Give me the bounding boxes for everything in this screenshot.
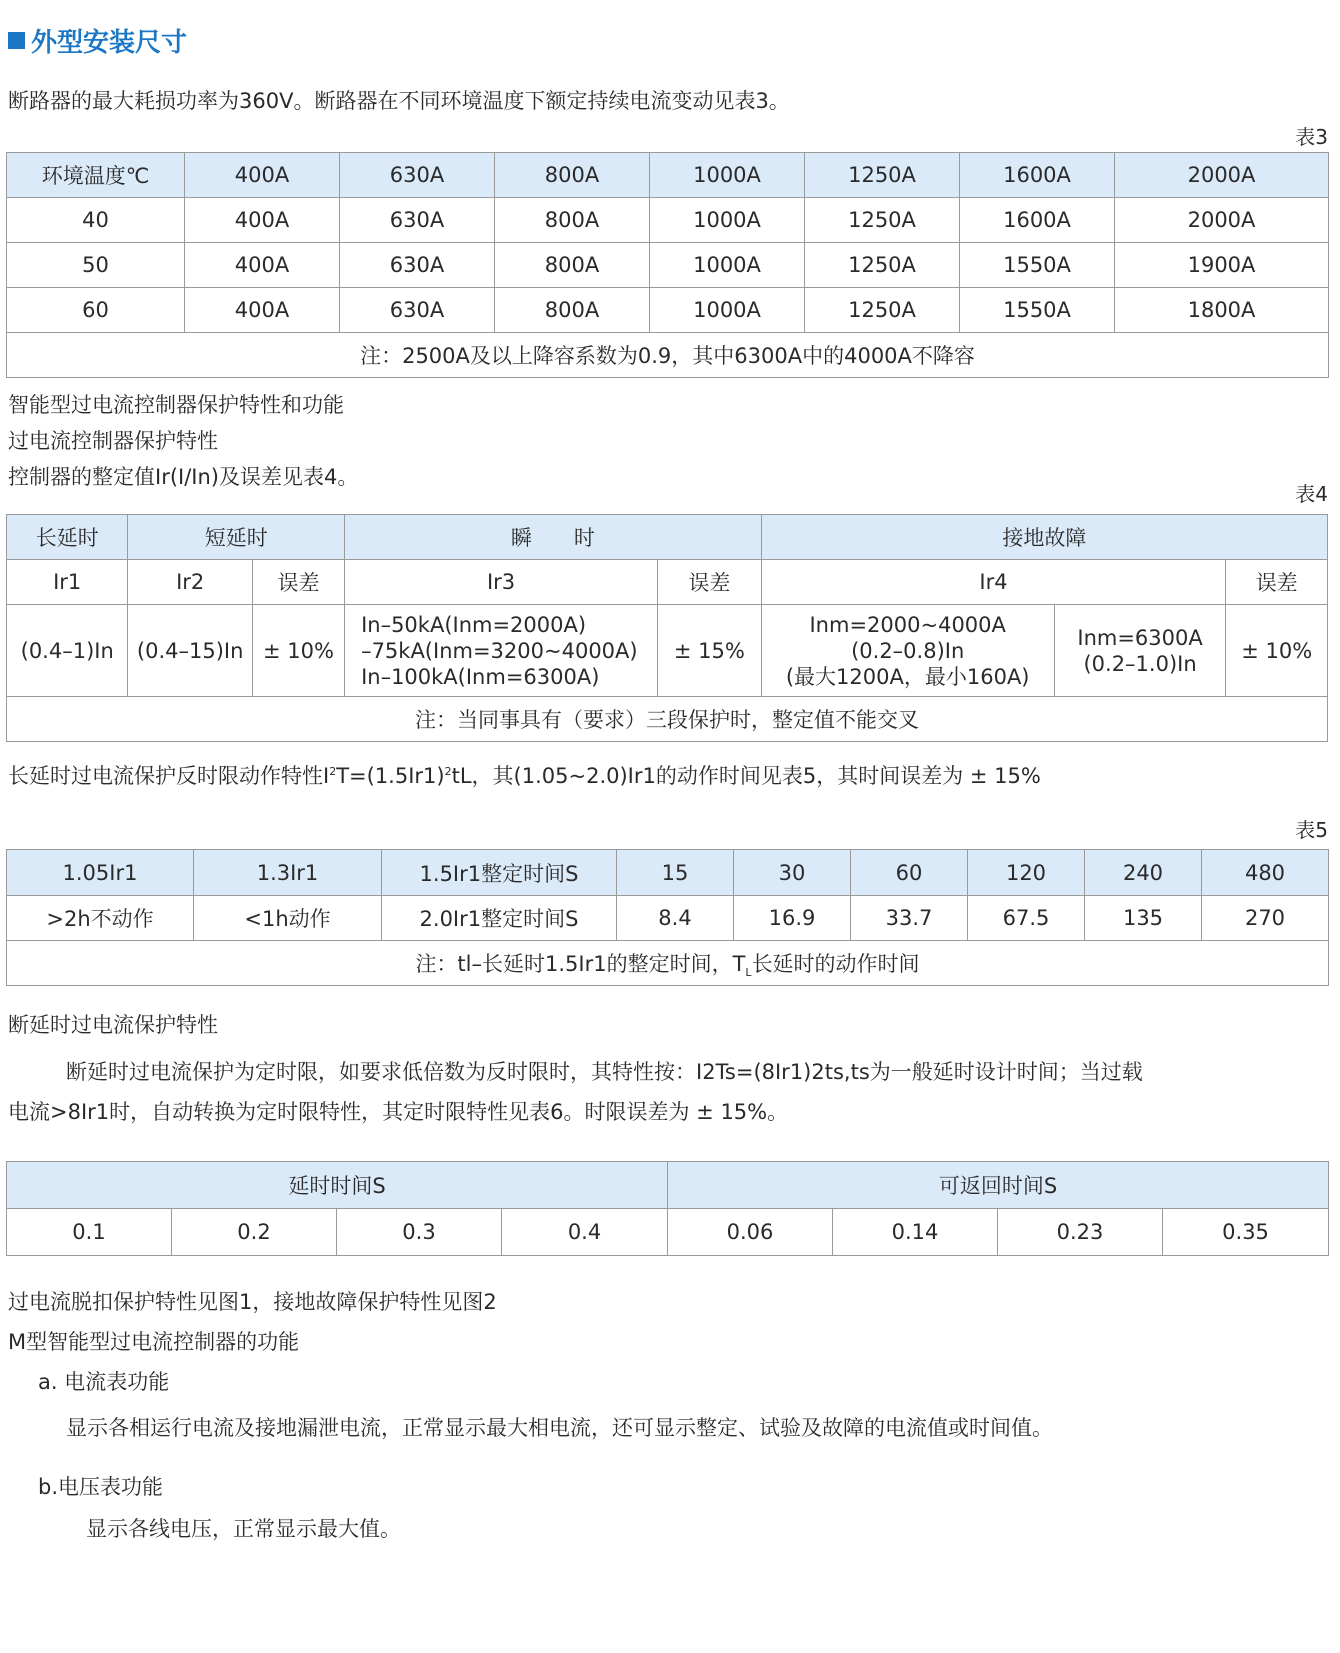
table-row bbox=[7, 288, 1329, 333]
section2-title: 断延时过电流保护特性 bbox=[8, 1013, 218, 1037]
table4-ir3-line: –75kA(Inm=3200~4000A) bbox=[361, 638, 638, 663]
table4-cell: ± 10% bbox=[1226, 605, 1328, 697]
table-row bbox=[7, 243, 1329, 288]
table4-subheader: Ir4 bbox=[761, 560, 1226, 605]
section1-line3: 控制器的整定值Ir(I/In)及误差见表4。 bbox=[8, 465, 359, 489]
square-bullet-icon bbox=[8, 32, 25, 49]
table5-cell: 60 bbox=[851, 850, 968, 896]
table6-cell: 0.06 bbox=[668, 1209, 833, 1256]
table5-header-row bbox=[7, 850, 1329, 896]
section1-line1: 智能型过电流控制器保护特性和功能 bbox=[8, 393, 344, 417]
formula-superscript: 2 bbox=[444, 765, 452, 778]
table5-cell: 67.5 bbox=[968, 896, 1085, 941]
table5-cell: 135 bbox=[1085, 896, 1202, 941]
table3-cell: 1800A bbox=[1115, 288, 1329, 333]
table4-ir3-line: In–100kA(Inm=6300A) bbox=[361, 664, 600, 689]
table5-cell: 2.0Ir1整定时间S bbox=[382, 896, 617, 941]
intro-text: 断路器的最大耗损功率为360V。断路器在不同环境温度下额定持续电流变动见表3。 bbox=[8, 89, 790, 113]
table6-header-row bbox=[7, 1162, 1329, 1209]
table3-header-cell: 1600A bbox=[960, 153, 1115, 198]
table4-subheader: Ir3 bbox=[345, 560, 658, 605]
table4-group-header: 瞬 时 bbox=[345, 515, 762, 560]
table3-note-row bbox=[7, 333, 1329, 378]
table4-note: 注：当同事具有（要求）三段保护时，整定值不能交叉 bbox=[7, 697, 1328, 742]
table4-cell: ± 10% bbox=[252, 605, 344, 697]
table4-ir4a-cell bbox=[761, 605, 1054, 697]
table5 bbox=[6, 849, 1329, 986]
table6-cell: 0.3 bbox=[337, 1209, 502, 1256]
table4-subheader: Ir2 bbox=[128, 560, 253, 605]
table4-ir3-cell bbox=[345, 605, 658, 697]
table3-cell: 400A bbox=[185, 243, 340, 288]
table5-cell: 1.3Ir1 bbox=[194, 850, 382, 896]
formula-superscript: 2 bbox=[329, 765, 337, 778]
table3-cell: 630A bbox=[340, 243, 495, 288]
table5-note bbox=[7, 941, 1329, 986]
table4-ir4b-line: (0.2–1.0)In bbox=[1083, 651, 1197, 676]
table5-note-row bbox=[7, 941, 1329, 986]
section3-line1: 过电流脱扣保护特性见图1，接地故障保护特性见图2 bbox=[8, 1290, 497, 1314]
table5-cell: 8.4 bbox=[617, 896, 734, 941]
table3-cell: 630A bbox=[340, 198, 495, 243]
table5-cell: 1.05Ir1 bbox=[7, 850, 194, 896]
formula-part: tL，其(1.05~2.0)Ir1的动作时间见表5，其时间误差为 ± 15% bbox=[451, 764, 1041, 788]
section2-para-line2: 电流>8Ir1时，自动转换为定时限特性，其定时限特性见表6。时限误差为 ± 15%。 bbox=[8, 1100, 789, 1124]
table6-cell: 0.2 bbox=[172, 1209, 337, 1256]
table5-cell: 16.9 bbox=[734, 896, 851, 941]
table4-ir4b-line: Inm=6300A bbox=[1077, 625, 1203, 650]
heading-text: 外型安装尺寸 bbox=[31, 28, 188, 58]
table5-note-subscript: L bbox=[745, 966, 752, 980]
table-row bbox=[7, 896, 1329, 941]
table3-header-row bbox=[7, 153, 1329, 198]
table5-cell: 120 bbox=[968, 850, 1085, 896]
table5-label: 表5 bbox=[1295, 818, 1328, 842]
section3-b-title: b.电压表功能 bbox=[38, 1475, 164, 1499]
table3-cell: 1000A bbox=[650, 288, 805, 333]
table3-cell: 1250A bbox=[805, 198, 960, 243]
table3-cell: 40 bbox=[7, 198, 185, 243]
table6-cell: 0.35 bbox=[1163, 1209, 1329, 1256]
table3-cell: 1250A bbox=[805, 288, 960, 333]
table3-label: 表3 bbox=[1295, 125, 1328, 149]
table4-ir4a-line: (0.2–0.8)In bbox=[851, 638, 965, 663]
table4-group-header: 短延时 bbox=[128, 515, 345, 560]
table3-note: 注：2500A及以上降容系数为0.9，其中6300A中的4000A不降容 bbox=[7, 333, 1329, 378]
table4-subheader-row bbox=[7, 560, 1328, 605]
table6-cell: 0.23 bbox=[998, 1209, 1163, 1256]
formula-text bbox=[8, 762, 1041, 790]
section3-b-text: 显示各线电压，正常显示最大值。 bbox=[86, 1517, 401, 1541]
table5-cell: 480 bbox=[1202, 850, 1329, 896]
section1-line2: 过电流控制器保护特性 bbox=[8, 429, 218, 453]
section-heading bbox=[8, 22, 187, 59]
table3-header-cell: 1000A bbox=[650, 153, 805, 198]
table3-header-cell: 800A bbox=[495, 153, 650, 198]
section2-para-line1: 断延时过电流保护为定时限，如要求低倍数为反时限时，其特性按：I2Ts=(8Ir1)2ts,ts为一般延时设计时间；当过载 bbox=[66, 1060, 1143, 1084]
table3-cell: 630A bbox=[340, 288, 495, 333]
section3-line2: M型智能型过电流控制器的功能 bbox=[8, 1330, 300, 1354]
table5-cell: <1h动作 bbox=[194, 896, 382, 941]
table6-cell: 0.1 bbox=[7, 1209, 172, 1256]
table3 bbox=[6, 152, 1329, 378]
table4-subheader: 误差 bbox=[658, 560, 762, 605]
table4-subheader: Ir1 bbox=[7, 560, 128, 605]
section3-a-text: 显示各相运行电流及接地漏泄电流，正常显示最大相电流，还可显示整定、试验及故障的电流值或时间值。 bbox=[66, 1416, 1053, 1440]
table3-header-cell: 环境温度℃ bbox=[7, 153, 185, 198]
table3-header-cell: 400A bbox=[185, 153, 340, 198]
table3-header-cell: 2000A bbox=[1115, 153, 1329, 198]
table3-cell: 800A bbox=[495, 243, 650, 288]
table4-cell: (0.4–15)In bbox=[128, 605, 253, 697]
formula-part: T=(1.5Ir1) bbox=[336, 764, 445, 788]
table3-cell: 1550A bbox=[960, 243, 1115, 288]
table3-cell: 60 bbox=[7, 288, 185, 333]
table6-header: 延时时间S bbox=[7, 1162, 668, 1209]
table5-cell: 33.7 bbox=[851, 896, 968, 941]
table3-cell: 1000A bbox=[650, 198, 805, 243]
table5-note-part: 注：tl–长延时1.5Ir1的整定时间，T bbox=[415, 952, 746, 976]
table6-cell: 0.4 bbox=[502, 1209, 668, 1256]
table3-cell: 1900A bbox=[1115, 243, 1329, 288]
table-row bbox=[7, 1209, 1329, 1256]
table3-cell: 1600A bbox=[960, 198, 1115, 243]
table3-cell: 50 bbox=[7, 243, 185, 288]
section3-a-title: a. 电流表功能 bbox=[38, 1370, 170, 1394]
table4-ir4a-line: Inm=2000~4000A bbox=[809, 612, 1006, 637]
table4-note-row bbox=[7, 697, 1328, 742]
table6-header: 可返回时间S bbox=[668, 1162, 1329, 1209]
table5-note-part: 长延时的动作时间 bbox=[751, 952, 920, 976]
formula-part: 长延时过电流保护反时限动作特性I bbox=[8, 764, 330, 788]
table4-cell: (0.4–1)In bbox=[7, 605, 128, 697]
table4-subheader: 误差 bbox=[252, 560, 344, 605]
table4-ir4b-cell bbox=[1054, 605, 1226, 697]
table3-cell: 1000A bbox=[650, 243, 805, 288]
table3-cell: 400A bbox=[185, 198, 340, 243]
table3-header-cell: 630A bbox=[340, 153, 495, 198]
table4-subheader: 误差 bbox=[1226, 560, 1328, 605]
table-row bbox=[7, 198, 1329, 243]
table5-cell: 240 bbox=[1085, 850, 1202, 896]
table4 bbox=[6, 514, 1328, 742]
table5-cell: >2h不动作 bbox=[7, 896, 194, 941]
table6 bbox=[6, 1161, 1329, 1256]
table6-cell: 0.14 bbox=[833, 1209, 998, 1256]
table5-cell: 1.5Ir1整定时间S bbox=[382, 850, 617, 896]
table3-cell: 1550A bbox=[960, 288, 1115, 333]
table4-group-header: 接地故障 bbox=[761, 515, 1327, 560]
table5-cell: 270 bbox=[1202, 896, 1329, 941]
table-row bbox=[7, 605, 1328, 697]
table3-cell: 800A bbox=[495, 288, 650, 333]
table3-cell: 800A bbox=[495, 198, 650, 243]
table3-cell: 2000A bbox=[1115, 198, 1329, 243]
table3-cell: 400A bbox=[185, 288, 340, 333]
table4-group-row bbox=[7, 515, 1328, 560]
table5-cell: 30 bbox=[734, 850, 851, 896]
table4-label: 表4 bbox=[1295, 482, 1328, 506]
table4-group-header: 长延时 bbox=[7, 515, 128, 560]
table4-cell: ± 15% bbox=[658, 605, 762, 697]
table5-cell: 15 bbox=[617, 850, 734, 896]
table3-cell: 1250A bbox=[805, 243, 960, 288]
table4-ir3-line: In–50kA(Inm=2000A) bbox=[361, 612, 587, 637]
table3-header-cell: 1250A bbox=[805, 153, 960, 198]
table4-ir4a-line: (最大1200A，最小160A) bbox=[785, 664, 1030, 689]
